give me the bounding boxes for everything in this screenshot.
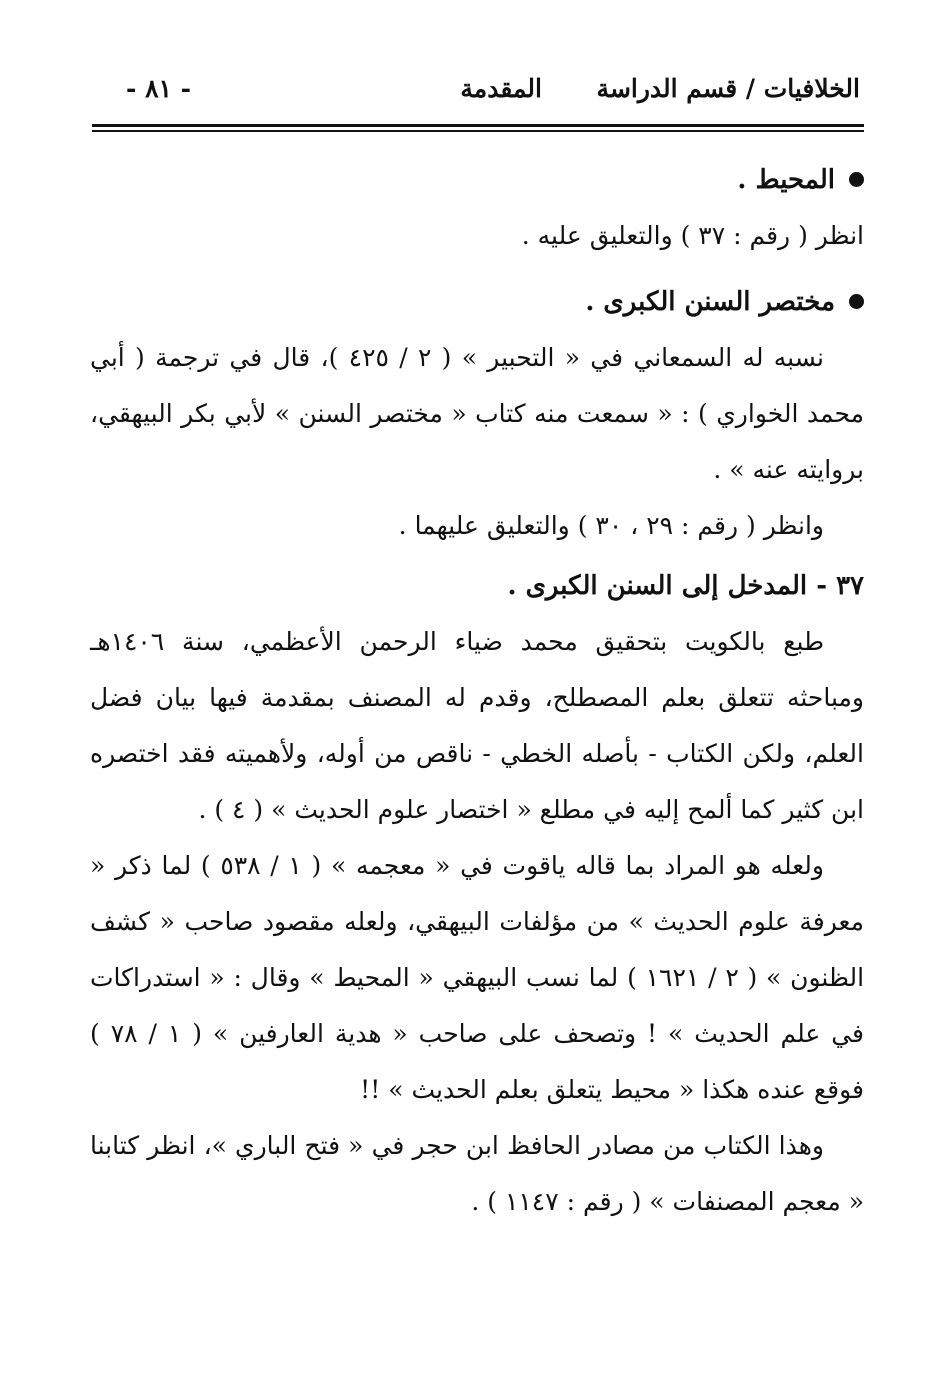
entry-heading-madkhal: ٣٧ - المدخل إلى السنن الكبرى .: [507, 571, 864, 601]
entry-paragraph-madkhal-2: ولعله هو المراد بما قاله ياقوت في « معجمه » ( ١ / ٥٣٨ ) لما ذكر « معرفة علوم الحديث » من مؤلفات البيهقي، ولعله مقصود صاحب « كشف الظنون » ( ٢ / ١٦٢١ ) لما نسب البيهقي « المحيط » وقال : « استدراكات في علم الحديث » ! وتصحف على صاحب « هدية العارفين » ( ١ / ٧٨ ) فوقع عنده هكذا « محيط يتعلق بعلم الحديث » !!: [90, 851, 865, 1104]
running-header: [92, 70, 860, 114]
entry-paragraph-mukhtasar-2: وانظر ( رقم : ٢٩ ، ٣٠ ) والتعليق عليهما .: [398, 511, 824, 540]
entry-title-muhit: المحيط .: [737, 165, 835, 195]
header-section-title: المقدمة: [460, 74, 542, 103]
header-rule-thin: [92, 130, 864, 132]
entry-paragraph-mukhtasar-1: نسبه له السمعاني في « التحبير » ( ٢ / ٤٢٥ )، قال في ترجمة ( أبي محمد الخواري ) : « سمعت منه كتاب « مختصر السنن » لأبي بكر البيهقي، بروايته عنه » .: [90, 343, 864, 484]
entry-heading-muhit: [90, 152, 864, 208]
entry-paragraph-madkhal-1: طبع بالكويت بتحقيق محمد ضياء الرحمن الأعظمي، سنة ١٤٠٦هـ ومباحثه تتعلق بعلم المصطلح، وقدم له المصنف بمقدمة فيها بيان فضل العلم، ولكن الكتاب - بأصله الخطي - ناقص من أوله، ولأهميته فقد اختصره ابن كثير كما ألمح إليه في مطلع « اختصار علوم الحديث » ( ٤ ) .: [90, 627, 864, 824]
entry-heading-mukhtasar: [90, 274, 864, 330]
page-body: [90, 152, 864, 1230]
entry-paragraph-madkhal-3: وهذا الكتاب من مصادر الحافظ ابن حجر في « فتح الباري »، انظر كتابنا « معجم المصنفات » ( رقم : ١١٤٧ ) .: [90, 1131, 864, 1216]
entry-title-mukhtasar: مختصر السنن الكبرى .: [585, 287, 835, 317]
header-series-title: الخلافيات / قسم الدراسة: [596, 74, 860, 103]
entry-text-muhit: انظر ( رقم : ٣٧ ) والتعليق عليه .: [521, 221, 864, 250]
header-rule-thick: [92, 124, 864, 127]
page-number: - ٨١ -: [126, 74, 192, 103]
bullet-icon: [849, 294, 864, 309]
bullet-icon: [849, 172, 864, 187]
